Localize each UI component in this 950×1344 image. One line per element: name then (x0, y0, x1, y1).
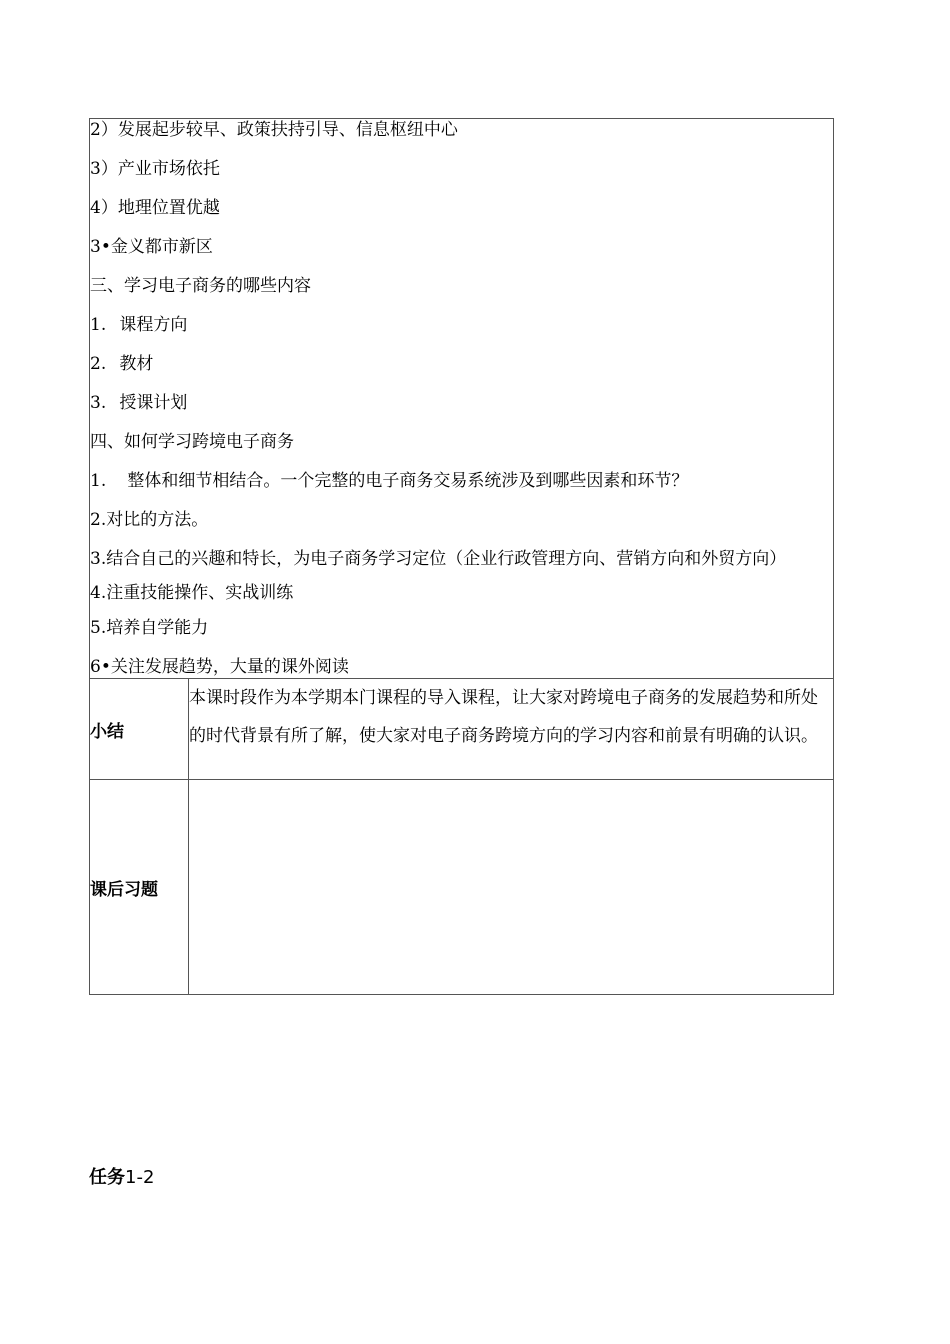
list-text: 授课计划 (119, 393, 188, 413)
content-line (90, 470, 833, 492)
content-line: 3•金义都市新区 (90, 237, 213, 257)
summary-label: 小结 (90, 679, 189, 780)
list-number: 1. (90, 471, 107, 491)
content-line: 三、学习电子商务的哪些内容 (90, 276, 311, 296)
content-line: 6•关注发展趋势，大量的课外阅读 (90, 657, 349, 677)
task-number: 1-2 (125, 1167, 155, 1188)
exercises-content (189, 780, 834, 995)
list-text: 课程方向 (119, 315, 188, 335)
content-line: 5.培养自学能力 (90, 618, 209, 638)
exercises-row (90, 780, 834, 995)
teaching-content-cell (90, 119, 834, 679)
content-line (90, 353, 833, 375)
task-label: 任务 (89, 1167, 125, 1188)
list-number: 3. (90, 393, 107, 413)
list-number: 1. (90, 315, 107, 335)
content-line: 4）地理位置优越 (90, 198, 220, 218)
list-number: 2. (90, 354, 107, 374)
content-line: 3.结合自己的兴趣和特长，为电子商务学习定位（企业行政管理方向、营销方向和外贸方向） (90, 549, 787, 569)
lesson-plan-table (89, 118, 834, 995)
summary-text: 本课时段作为本学期本门课程的导入课程，让大家对跨境电子商务的发展趋势和所处的时代背景有所了解，使大家对电子商务跨境方向的学习内容和前景有明确的认识。 (189, 679, 834, 780)
content-line: 四、如何学习跨境电子商务 (90, 432, 294, 452)
list-text: 教材 (119, 354, 154, 374)
task-heading (89, 1163, 154, 1189)
content-line: 3）产业市场依托 (90, 159, 220, 179)
exercises-label: 课后习题 (90, 780, 189, 995)
teaching-content-row (90, 119, 834, 679)
summary-row (90, 679, 834, 780)
content-line: 2）发展起步较早、政策扶持引导、信息枢纽中心 (90, 120, 458, 140)
content-line: 4.注重技能操作、实战训练 (90, 583, 294, 603)
list-text: 整体和细节相结合。一个完整的电子商务交易系统涉及到哪些因素和环节？ (127, 471, 689, 491)
content-line: 2.对比的方法。 (90, 510, 209, 530)
content-line (90, 314, 833, 336)
content-line (90, 392, 833, 414)
